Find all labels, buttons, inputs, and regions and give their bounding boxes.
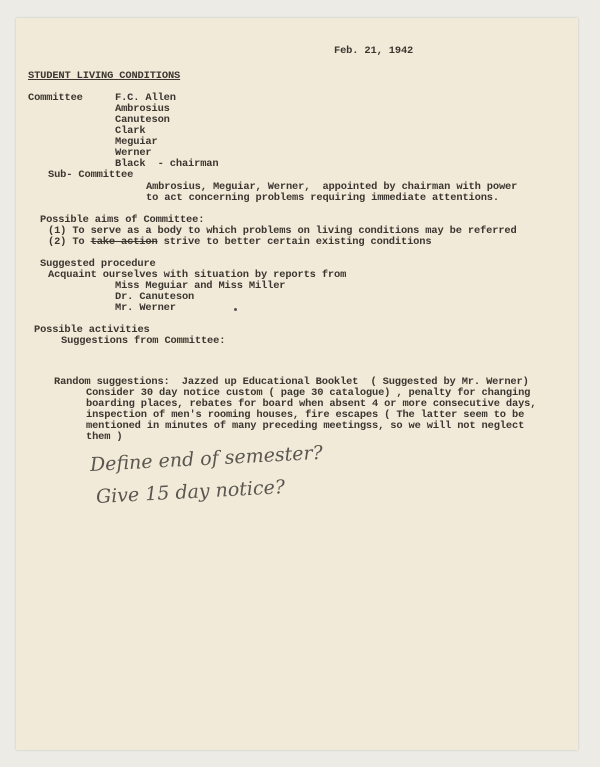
committee-member: Werner bbox=[115, 147, 152, 159]
aim-item-2-rest: strive to better certain existing conditions bbox=[157, 236, 432, 248]
document-date: Feb. 21, 1942 bbox=[334, 45, 414, 57]
committee-member: Clark bbox=[115, 125, 146, 137]
aims-heading: Possible aims of Committee: bbox=[40, 214, 205, 226]
aim-item-2-prefix: (2) To bbox=[48, 236, 91, 248]
activities-heading: Possible activities bbox=[34, 324, 150, 336]
subcommittee-text: to act concerning problems requiring immediate attentions. bbox=[146, 192, 499, 204]
procedure-person: Miss Meguiar and Miss Miller bbox=[115, 280, 286, 292]
committee-chairman: Black - chairman bbox=[115, 158, 219, 170]
committee-member: Meguiar bbox=[115, 136, 158, 148]
procedure-intro: Acquaint ourselves with situation by reports from bbox=[48, 269, 347, 281]
activities-sub: Suggestions from Committee: bbox=[61, 335, 226, 347]
committee-member: Ambrosius bbox=[115, 103, 170, 115]
random-suggestions-line: them ) bbox=[86, 431, 123, 443]
subcommittee-label: Sub- Committee bbox=[48, 169, 134, 181]
random-suggestions-line: mentioned in minutes of many preceding meetingss, so we will not neglect bbox=[86, 420, 525, 432]
committee-member: Canuteson bbox=[115, 114, 170, 126]
aim-item-2 bbox=[48, 237, 431, 248]
document-page bbox=[16, 18, 578, 750]
procedure-person: Mr. Werner bbox=[115, 302, 176, 314]
procedure-heading: Suggested procedure bbox=[40, 258, 156, 270]
committee-label: Committee bbox=[28, 92, 83, 104]
subcommittee-text: Ambrosius, Meguiar, Werner, appointed by chairman with power bbox=[146, 181, 518, 193]
document-title: STUDENT LIVING CONDITIONS bbox=[28, 70, 181, 82]
procedure-person: Dr. Canuteson bbox=[115, 291, 195, 303]
committee-member: F.C. Allen bbox=[115, 92, 176, 104]
random-suggestions-line: Consider 30 day notice custom ( page 30 catalogue) , penalty for changing bbox=[86, 387, 531, 399]
handwritten-note-line-1: Define end of semester? bbox=[89, 441, 324, 476]
random-suggestions-line: boarding places, rebates for board when absent 4 or more consecutive days, bbox=[86, 398, 537, 410]
handwritten-note-line-2: Give 15 day notice? bbox=[95, 476, 286, 508]
random-suggestions-line: Random suggestions: Jazzed up Educational Booklet ( Suggested by Mr. Werner) bbox=[54, 376, 529, 388]
aim-item-1: (1) To serve as a body to which problems on living conditions may be referred bbox=[48, 225, 517, 237]
aim-item-2-struck: take action bbox=[90, 236, 158, 248]
ink-dot bbox=[234, 308, 237, 311]
random-suggestions-line: inspection of men's rooming houses, fire escapes ( The latter seem to be bbox=[86, 409, 525, 421]
